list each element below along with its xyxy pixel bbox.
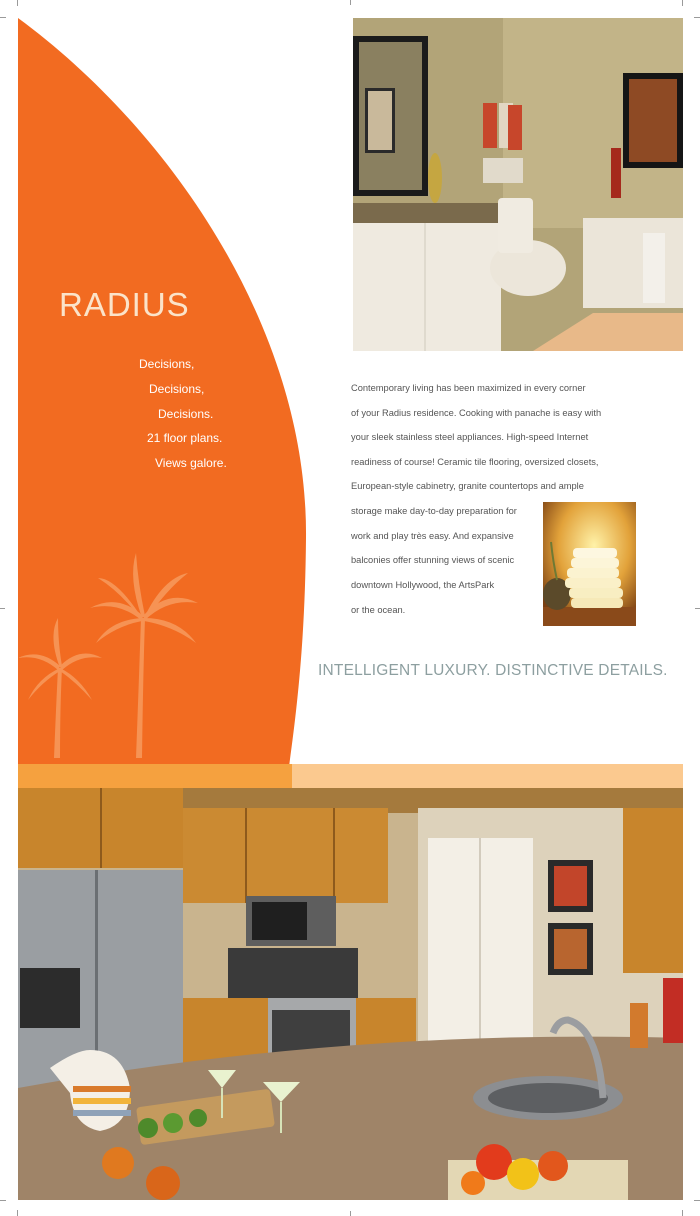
tagline-line: Decisions, (149, 382, 205, 396)
body-line: work and play très easy. And expansive (351, 531, 514, 541)
body-line: of your Radius residence. Cooking with panache is easy with (351, 408, 602, 418)
crop-mark (0, 608, 5, 609)
body-line: or the ocean. (351, 605, 406, 615)
crop-mark (350, 1211, 351, 1216)
crop-mark (682, 0, 683, 6)
body-line: your sleek stainless steel appliances. High-speed Internet (351, 432, 589, 442)
body-line: readiness of course! Ceramic tile flooring, oversized closets, (351, 457, 599, 467)
orange-arc (18, 18, 318, 788)
body-line: European-style cabinetry, granite countertops and ample (351, 481, 584, 491)
crop-mark (17, 1210, 18, 1216)
crop-mark (695, 608, 700, 609)
body-line: balconies offer stunning views of scenic (351, 555, 515, 565)
bathroom-photo (353, 18, 683, 351)
tagline-line: Decisions, (139, 357, 195, 371)
body-line: downtown Hollywood, the ArtsPark (351, 580, 495, 590)
towels-photo (543, 502, 636, 626)
crop-mark (0, 1200, 6, 1201)
crop-mark (694, 17, 700, 18)
crop-mark (0, 17, 6, 18)
tagline-line: Views galore. (155, 456, 227, 470)
crop-mark (17, 0, 18, 6)
headline: INTELLIGENT LUXURY. DISTINCTIVE DETAILS. (318, 662, 668, 679)
tagline-line: 21 floor plans. (147, 431, 223, 445)
kitchen-photo (18, 788, 683, 1200)
crop-mark (350, 0, 351, 5)
crop-mark (694, 1200, 700, 1201)
orange-stripe (18, 764, 292, 788)
crop-mark (682, 1210, 683, 1216)
body-line: Contemporary living has been maximized in every corner (351, 383, 586, 393)
body-line: storage make day-to-day preparation for (351, 506, 517, 516)
brochure-page (18, 18, 683, 1200)
tagline-line: Decisions. (158, 407, 214, 421)
brand-title: RADIUS (59, 286, 190, 323)
